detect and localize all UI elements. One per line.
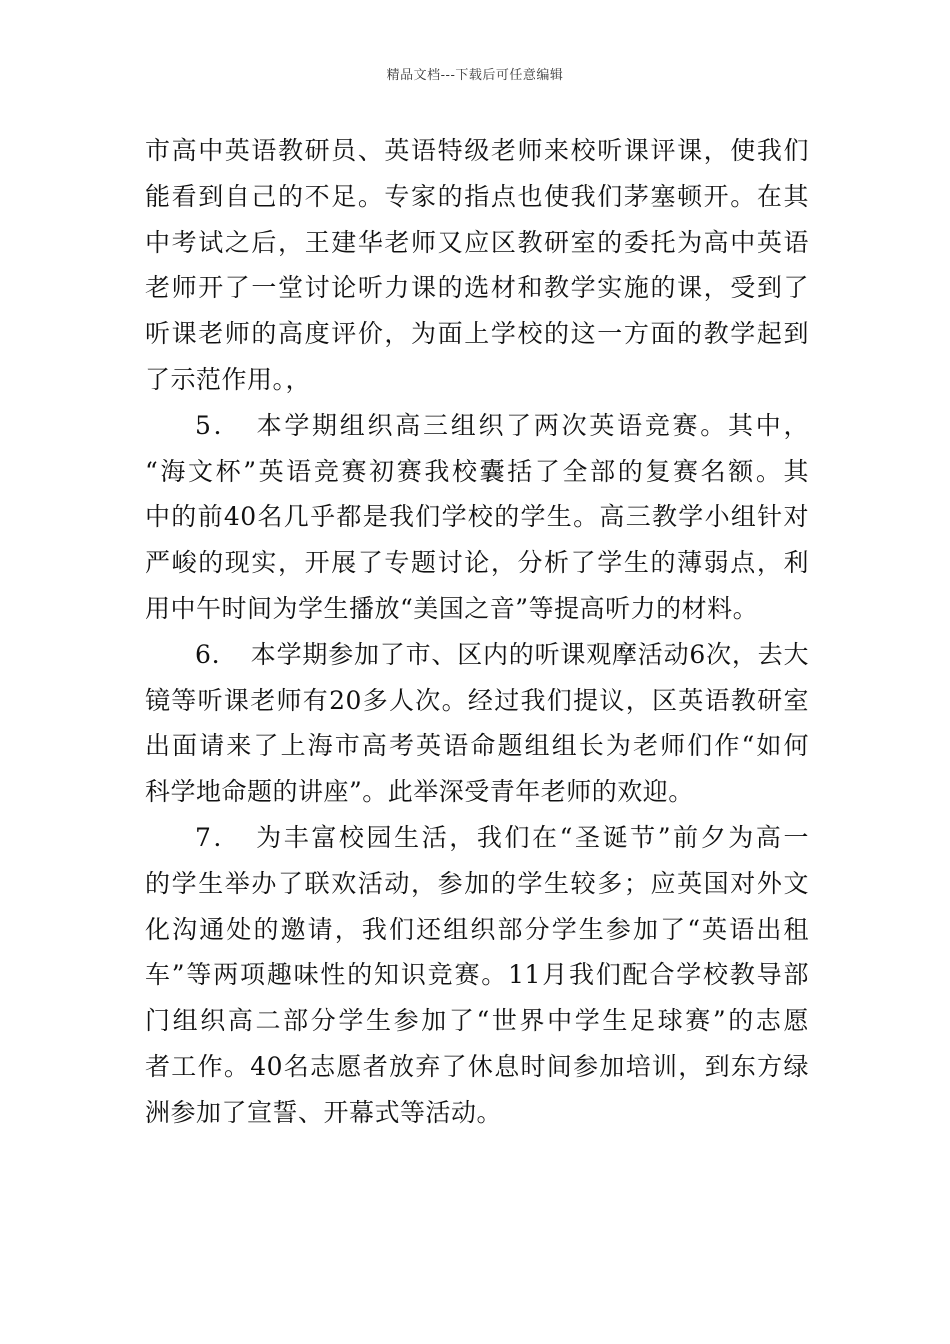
text-line: 者工作。40名志愿者放弃了休息时间参加培训，到东方绿 [145,1051,809,1081]
text-line: 中考试之后，王建华老师又应区教研室的委托为高中英语 [145,227,809,257]
text-line: 能看到自己的不足。专家的指点也使我们茅塞顿开。在其 [145,181,809,211]
text-line: 化沟通处的邀请，我们还组织部分学生参加了“英语出租 [145,914,809,944]
page-header: 精品文档---下载后可任意编辑 [386,68,564,83]
text-line: 听课老师的高度评价，为面上学校的这一方面的教学起到 [145,319,809,349]
text-line: 严峻的现实，开展了专题讨论，分析了学生的薄弱点，利 [145,548,809,578]
text-line: 了示范作用。， [145,364,312,394]
text-line: 车”等两项趣味性的知识竞赛。11月我们配合学校教导部 [145,960,809,990]
text-line: 洲参加了宣誓、开幕式等活动。 [145,1097,503,1127]
text-line: 门组织高二部分学生参加了“世界中学生足球赛”的志愿 [145,1006,809,1036]
text-line: 老师开了一堂讨论听力课的选材和教学实施的课，受到了 [145,273,809,303]
text-line: 镜等听课老师有20多人次。经过我们提议，区英语教研室 [145,685,809,715]
paragraph-continuation [145,128,809,403]
text-line: 出面请来了上海市高考英语命题组组长为老师们作“如何 [145,731,809,761]
paragraph-item-7 [145,815,809,1136]
text-line: 市高中英语教研员、英语特级老师来校听课评课，使我们 [145,136,809,165]
text-line: 5． 本学期组织高三组织了两次英语竞赛。其中， [195,410,809,440]
text-line: “海文杯”英语竞赛初赛我校囊括了全部的复赛名额。其 [145,456,809,486]
text-line: 用中午时间为学生播放“美国之音”等提高听力的材料。 [145,593,759,623]
text-line: 6． 本学期参加了市、区内的听课观摩活动6次，去大 [195,639,809,669]
text-line: 科学地命题的讲座”。此举深受青年老师的欢迎。 [145,777,694,807]
text-line: 的学生举办了联欢活动，参加的学生较多；应英国对外文 [145,868,809,898]
text-line: 7． 为丰富校园生活，我们在“圣诞节”前夕为高一 [195,822,809,852]
document-body [145,128,809,1136]
text-line: 中的前40名几乎都是我们学校的学生。高三教学小组针对 [145,502,809,532]
paragraph-item-5 [145,403,809,632]
paragraph-item-6 [145,632,809,815]
